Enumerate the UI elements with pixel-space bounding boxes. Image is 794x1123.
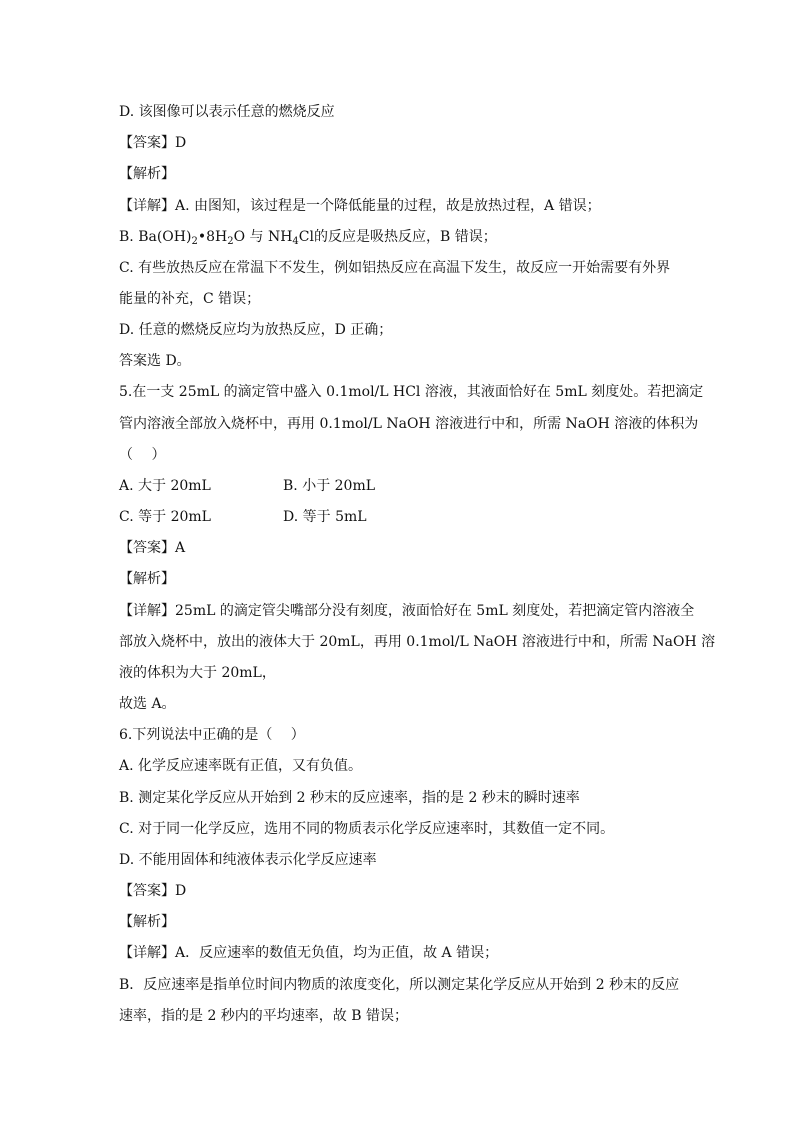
q6-option-a: A. 化学反应速率既有正值，又有负值。	[119, 758, 363, 774]
q4-detail-b-mid2: O 与 NH	[233, 229, 293, 245]
q6-option-b: B. 测定某化学反应从开始到 2 秒末的反应速率，指的是 2 秒末的瞬时速率	[119, 790, 580, 806]
q6-stem: 6.下列说法中正确的是（ ）	[119, 727, 305, 743]
q4-detail-c-line2: 能量的补充，C 错误；	[119, 291, 261, 307]
q4-answer: 【答案】D	[119, 135, 187, 151]
q4-detail-a: 【详解】A. 由图知，该过程是一个降低能量的过程，故是放热过程，A 错误；	[119, 198, 601, 214]
q4-detail-d: D. 任意的燃烧反应均为放热反应，D 正确；	[119, 322, 393, 338]
q4-conclusion: 答案选 D。	[119, 353, 191, 369]
q4-detail-b	[119, 227, 497, 247]
q6-answer: 【答案】D	[119, 883, 187, 899]
q4-analysis-label: 【解析】	[119, 166, 175, 182]
q6-detail-b-line2: 速率，指的是 2 秒内的平均速率，故 B 错误；	[119, 1008, 408, 1024]
q5-option-b: B. 小于 20mL	[283, 478, 376, 494]
q4-detail-b-sub3: 4	[292, 236, 299, 247]
q5-stem-line2: 管内溶液全部放入烧杯中，再用 0.1mol/L NaOH 溶液进行中和，所需 NaOH 溶液的体积为	[119, 416, 699, 432]
q6-analysis-label: 【解析】	[119, 914, 175, 930]
q5-analysis-label: 【解析】	[119, 571, 175, 587]
q5-option-c: C. 等于 20mL	[119, 509, 211, 525]
q5-detail-line1: 【详解】25mL 的滴定管尖嘴部分没有刻度，液面恰好在 5mL 刻度处，若把滴定管内溶液全	[119, 603, 695, 619]
q5-answer: 【答案】A	[119, 540, 186, 556]
q6-detail-a: 【详解】A．反应速率的数值无负值，均为正值，故 A 错误；	[119, 945, 499, 961]
q4-detail-b-sub1: 2	[191, 236, 198, 247]
q5-stem-line1: 5.在一支 25mL 的滴定管中盛入 0.1mol/L HCl 溶液，其液面恰好在 5mL 刻度处。若把滴定	[119, 384, 704, 400]
q6-option-c: C. 对于同一化学反应，选用不同的物质表示化学反应速率时，其数值一定不同。	[119, 821, 615, 837]
q4-detail-b-prefix: B. Ba(OH)	[119, 229, 192, 245]
q6-option-d: D. 不能用固体和纯液体表示化学反应速率	[119, 852, 377, 868]
q5-stem-line3: （ ）	[119, 447, 166, 463]
q5-detail-line2: 部放入烧杯中，放出的液体大于 20mL，再用 0.1mol/L NaOH 溶液进行中和，所需 NaOH 溶	[119, 634, 716, 650]
q5-detail-line3: 液的体积为大于 20mL，	[119, 665, 276, 681]
q4-detail-b-suffix: Cl的反应是吸热反应，B 错误；	[298, 229, 497, 245]
q5-option-a: A. 大于 20mL	[119, 478, 211, 494]
q4-option-d: D. 该图像可以表示任意的燃烧反应	[119, 104, 335, 120]
q5-conclusion: 故选 A。	[119, 696, 176, 712]
q4-detail-c-line1: C. 有些放热反应在常温下不发生，例如铝热反应在高温下发生，故反应一开始需要有外界	[119, 260, 671, 276]
q5-option-d: D. 等于 5mL	[283, 509, 367, 525]
q6-detail-b-line1: B．反应速率是指单位时间内物质的浓度变化，所以测定某化学反应从开始到 2 秒末的反应	[119, 977, 680, 993]
q4-detail-b-mid1: •8H	[197, 229, 228, 245]
q4-detail-b-sub2: 2	[227, 236, 234, 247]
